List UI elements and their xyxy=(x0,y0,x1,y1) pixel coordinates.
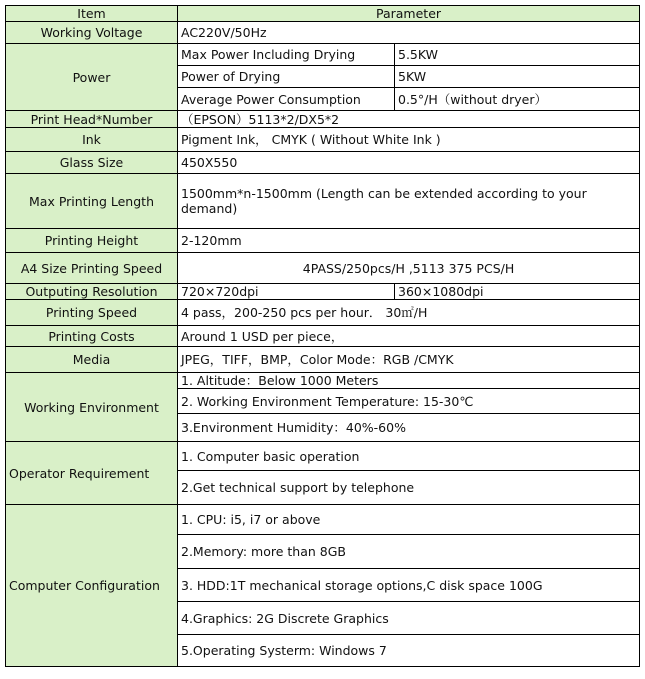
table-row xyxy=(6,347,640,373)
row-label: Power xyxy=(6,44,178,111)
row-value: 1500mm*n-1500mm (Length can be extended according to your demand) xyxy=(178,174,640,229)
row-value: 4 pass，200-250 pcs per hour． 30㎡/H xyxy=(178,300,640,326)
row-label: Working Environment xyxy=(6,373,178,442)
table-row xyxy=(6,300,640,326)
row-value: （EPSON）5113*2/DX5*2 xyxy=(178,111,640,128)
table-row xyxy=(6,111,640,128)
table-row xyxy=(6,128,640,152)
row-value: JPEG，TIFF，BMP，Color Mode：RGB /CMYK xyxy=(178,347,640,373)
row-label: Media xyxy=(6,347,178,373)
row-value: 4.Graphics: 2G Discrete Graphics xyxy=(178,602,640,635)
row-label: Working Voltage xyxy=(6,22,178,44)
row-label: Print Head*Number xyxy=(6,111,178,128)
row-value: 2-120mm xyxy=(178,229,640,253)
row-value: 1. Computer basic operation xyxy=(178,442,640,471)
row-value: 4PASS/250pcs/H ,5113 375 PCS/H xyxy=(178,253,640,284)
table-row xyxy=(6,174,640,229)
row-value: 2. Working Environment Temperature: 15-30℃ xyxy=(178,389,640,414)
table-row xyxy=(6,253,640,284)
row-label: Outputing Resolution xyxy=(6,284,178,300)
row-value: 2.Memory: more than 8GB xyxy=(178,535,640,569)
table-row xyxy=(6,284,640,300)
row-value: 3. HDD:1T mechanical storage options,C disk space 100G xyxy=(178,569,640,602)
row-label: Operator Requirement xyxy=(6,442,178,505)
sub-value: 0.5°/H（without dryer） xyxy=(395,88,640,111)
header-parameter: Parameter xyxy=(178,6,640,22)
row-value: 5.Operating Systerm: Windows 7 xyxy=(178,635,640,667)
row-value: 2.Get technical support by telephone xyxy=(178,471,640,505)
row-value: Pigment Ink， CMYK ( Without White Ink ) xyxy=(178,128,640,152)
row-value: AC220V/50Hz xyxy=(178,22,640,44)
table-row xyxy=(6,229,640,253)
table-row xyxy=(6,152,640,174)
sub-label: Max Power Including Drying xyxy=(178,44,395,66)
sub-value: 5.5KW xyxy=(395,44,640,66)
row-label: Ink xyxy=(6,128,178,152)
row-label: Glass Size xyxy=(6,152,178,174)
row-value: Around 1 USD per piece， xyxy=(178,326,640,347)
table-row xyxy=(6,44,640,66)
row-value: 1. Altitude：Below 1000 Meters xyxy=(178,373,640,389)
spec-table xyxy=(5,5,640,667)
row-label: Printing Costs xyxy=(6,326,178,347)
row-label: A4 Size Printing Speed xyxy=(6,253,178,284)
row-value: 360×1080dpi xyxy=(395,284,640,300)
table-row xyxy=(6,326,640,347)
row-label: Printing Speed xyxy=(6,300,178,326)
row-label: Computer Configuration xyxy=(6,505,178,667)
table-row xyxy=(6,373,640,389)
header-item: Item xyxy=(6,6,178,22)
sub-label: Average Power Consumption xyxy=(178,88,395,111)
row-value: 450X550 xyxy=(178,152,640,174)
table-row xyxy=(6,442,640,471)
row-value: 3.Environment Humidity：40%-60% xyxy=(178,414,640,442)
row-value: 1. CPU: i5, i7 or above xyxy=(178,505,640,535)
sub-label: Power of Drying xyxy=(178,66,395,88)
row-value: 720×720dpi xyxy=(178,284,395,300)
header-row xyxy=(6,6,640,22)
row-label: Max Printing Length xyxy=(6,174,178,229)
table-row xyxy=(6,22,640,44)
sub-value: 5KW xyxy=(395,66,640,88)
row-label: Printing Height xyxy=(6,229,178,253)
table-row xyxy=(6,505,640,535)
